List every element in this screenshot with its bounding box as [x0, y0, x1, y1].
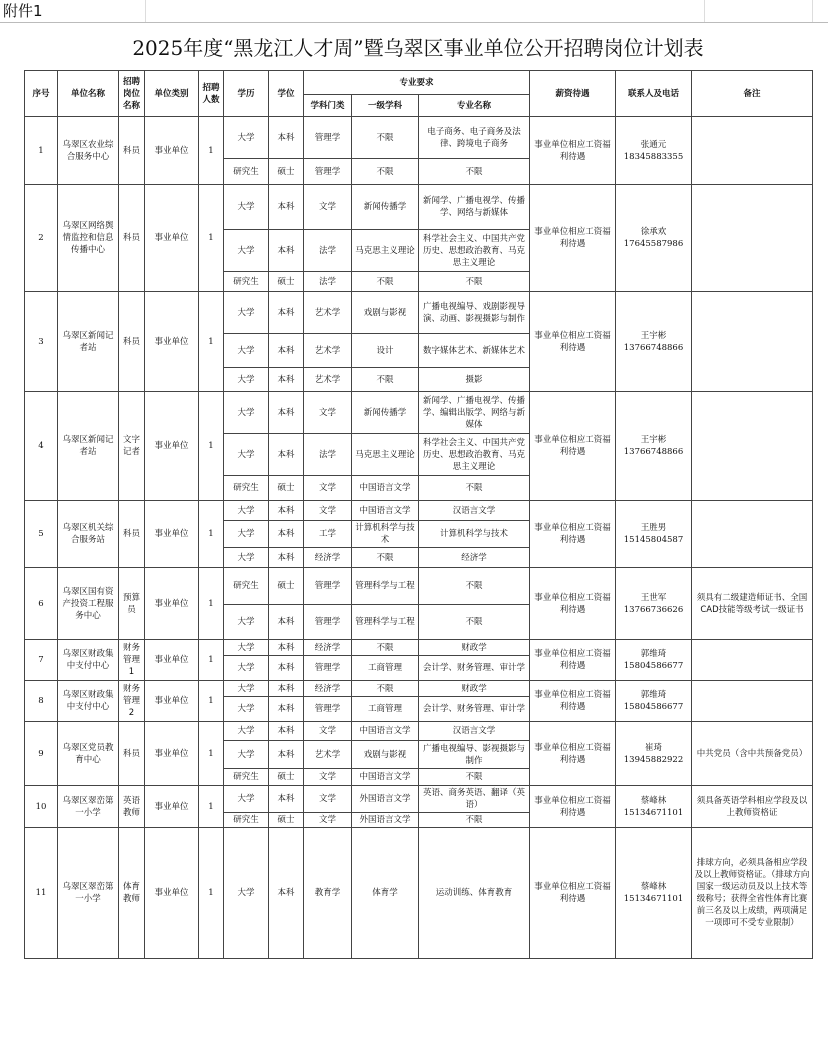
cell-salary: 事业单位相应工资福利待遇: [530, 292, 616, 392]
cell-major-name: 英语、商务英语、翻译（英语）: [419, 786, 530, 813]
cell-major-name: 运动训练、体育教育: [419, 828, 530, 959]
cell-major-name: 汉语言文学: [419, 722, 530, 741]
cell-degree: 本科: [269, 722, 304, 741]
cell-discipline: 管理学: [304, 159, 352, 185]
cell-unit: 乌翠区网络舆情监控和信息传播中心: [58, 185, 119, 292]
header-divider: [0, 22, 828, 23]
cell-education: 大学: [224, 292, 269, 334]
cell-degree: 本科: [269, 786, 304, 813]
cell-first-level: 不限: [352, 681, 419, 697]
cell-first-level: 计算机科学与技术: [352, 521, 419, 548]
col-discipline: 学科门类: [304, 95, 352, 117]
cell-first-level: 不限: [352, 272, 419, 292]
cell-education: 大学: [224, 230, 269, 272]
cell-remarks: 须具备英语学科相应学段及以上教师资格证: [692, 786, 813, 828]
cell-seq: 8: [25, 681, 58, 722]
cell-count: 1: [199, 568, 224, 640]
cell-education: 大学: [224, 501, 269, 521]
cell-discipline: 文学: [304, 185, 352, 230]
cell-degree: 本科: [269, 292, 304, 334]
cell-salary: 事业单位相应工资福利待遇: [530, 786, 616, 828]
cell-seq: 7: [25, 640, 58, 681]
cell-remarks: 须具有二级建造师证书、全国CAD技能等级考试一级证书: [692, 568, 813, 640]
contact-name: 崔琦: [645, 742, 663, 753]
cell-education: 大学: [224, 368, 269, 392]
cell-seq: 1: [25, 117, 58, 185]
cell-discipline: 艺术学: [304, 368, 352, 392]
cell-first-level: 不限: [352, 159, 419, 185]
cell-category: 事业单位: [145, 501, 199, 568]
cell-degree: 本科: [269, 640, 304, 656]
cell-discipline: 文学: [304, 722, 352, 741]
cell-major-name: 不限: [419, 476, 530, 501]
contact-phone: 15804586677: [623, 702, 684, 712]
table-row: [25, 681, 813, 697]
cell-discipline: 文学: [304, 501, 352, 521]
cell-discipline: 艺术学: [304, 741, 352, 769]
col-seq: 序号: [25, 71, 58, 117]
cell-discipline: 经济学: [304, 681, 352, 697]
cell-remarks: [692, 185, 813, 292]
col-degree: 学位: [269, 71, 304, 117]
cell-count: 1: [199, 117, 224, 185]
col-education: 学历: [224, 71, 269, 117]
cell-discipline: 经济学: [304, 640, 352, 656]
cell-post: 科员: [119, 722, 145, 786]
cell-first-level: 管理科学与工程: [352, 605, 419, 640]
cell-major-name: 电子商务、电子商务及法律、跨境电子商务: [419, 117, 530, 159]
cell-unit: 乌翠区新闻记者站: [58, 292, 119, 392]
cell-first-level: 中国语言文学: [352, 722, 419, 741]
cell-discipline: 管理学: [304, 605, 352, 640]
col-major-requirements: 专业要求: [304, 71, 530, 95]
cell-degree: 本科: [269, 681, 304, 697]
cell-major-name: 新闻学、广播电视学、传播学、网络与新媒体: [419, 185, 530, 230]
cell-first-level: 设计: [352, 334, 419, 368]
cell-contact: [616, 828, 692, 959]
cell-count: 1: [199, 828, 224, 959]
cell-seq: 9: [25, 722, 58, 786]
cell-post: 文字记者: [119, 392, 145, 501]
cell-major-name: 财政学: [419, 681, 530, 697]
table-row: [25, 292, 813, 334]
cell-category: 事业单位: [145, 722, 199, 786]
cell-major-name: 不限: [419, 769, 530, 786]
cell-degree: 本科: [269, 828, 304, 959]
cell-major-name: 不限: [419, 272, 530, 292]
cell-first-level: 戏剧与影视: [352, 741, 419, 769]
cell-education: 大学: [224, 434, 269, 476]
cell-education: 研究生: [224, 813, 269, 828]
cell-contact: [616, 722, 692, 786]
cell-degree: 硕士: [269, 272, 304, 292]
cell-count: 1: [199, 185, 224, 292]
contact-phone: 15804586677: [623, 661, 684, 671]
cell-count: 1: [199, 681, 224, 722]
cell-remarks: 中共党员（含中共预备党员）: [692, 722, 813, 786]
cell-unit: 乌翠区翠峦第一小学: [58, 828, 119, 959]
cell-major-name: 科学社会主义、中国共产党历史、思想政治教育、马克思主义理论: [419, 230, 530, 272]
cell-education: 大学: [224, 392, 269, 434]
cell-first-level: 中国语言文学: [352, 501, 419, 521]
cell-contact: [616, 568, 692, 640]
cell-education: 研究生: [224, 272, 269, 292]
cell-seq: 6: [25, 568, 58, 640]
cell-contact: [616, 117, 692, 185]
cell-degree: 硕士: [269, 476, 304, 501]
cell-count: 1: [199, 640, 224, 681]
table-row: [25, 786, 813, 813]
contact-phone: 15134671101: [623, 807, 684, 818]
cell-first-level: 不限: [352, 368, 419, 392]
cell-unit: 乌翠区农业综合服务中心: [58, 117, 119, 185]
cell-unit: 乌翠区财政集中支付中心: [58, 681, 119, 722]
cell-discipline: 管理学: [304, 656, 352, 681]
cell-contact: [616, 292, 692, 392]
contact-name: 张通元: [640, 139, 667, 150]
cell-discipline: 艺术学: [304, 334, 352, 368]
contact-phone: 17645587986: [623, 239, 684, 249]
cell-category: 事业单位: [145, 640, 199, 681]
cell-salary: 事业单位相应工资福利待遇: [530, 185, 616, 292]
col-salary: 薪资待遇: [530, 71, 616, 117]
cell-major-name: 广播电视编导、戏剧影视导演、动画、影视摄影与制作: [419, 292, 530, 334]
cell-first-level: 工商管理: [352, 697, 419, 722]
contact-name: 王宇彬: [640, 330, 667, 341]
cell-count: 1: [199, 722, 224, 786]
cell-post: 科员: [119, 292, 145, 392]
cell-unit: 乌翠区机关综合服务站: [58, 501, 119, 568]
cell-degree: 本科: [269, 501, 304, 521]
cell-remarks: [692, 640, 813, 681]
cell-post: 科员: [119, 501, 145, 568]
cell-discipline: 法学: [304, 230, 352, 272]
cell-seq: 3: [25, 292, 58, 392]
cell-degree: 本科: [269, 741, 304, 769]
cell-count: 1: [199, 392, 224, 501]
cell-degree: 本科: [269, 521, 304, 548]
cell-major-name: 计算机科学与技术: [419, 521, 530, 548]
cell-major-name: 财政学: [419, 640, 530, 656]
cell-education: 大学: [224, 786, 269, 813]
col-post: 招聘岗位名称: [119, 71, 145, 117]
cell-discipline: 文学: [304, 769, 352, 786]
cell-education: 大学: [224, 697, 269, 722]
cell-first-level: 外国语言文学: [352, 813, 419, 828]
cell-category: 事业单位: [145, 392, 199, 501]
cell-post: 预算员: [119, 568, 145, 640]
cell-degree: 本科: [269, 230, 304, 272]
contact-phone: 18345883355: [623, 151, 684, 162]
cell-discipline: 经济学: [304, 548, 352, 568]
cell-education: 大学: [224, 605, 269, 640]
cell-major-name: 科学社会主义、中国共产党历史、思想政治教育、马克思主义理论: [419, 434, 530, 476]
cell-degree: 本科: [269, 185, 304, 230]
cell-education: 大学: [224, 681, 269, 697]
table-row: [25, 501, 813, 521]
cell-degree: 硕士: [269, 568, 304, 605]
cell-first-level: 体育学: [352, 828, 419, 959]
cell-degree: 本科: [269, 334, 304, 368]
cell-major-name: 不限: [419, 159, 530, 185]
cell-first-level: 外国语言文学: [352, 786, 419, 813]
cell-remarks: [692, 681, 813, 722]
cell-major-name: 会计学、财务管理、审计学: [419, 656, 530, 681]
cell-salary: 事业单位相应工资福利待遇: [530, 117, 616, 185]
cell-education: 大学: [224, 828, 269, 959]
cell-salary: 事业单位相应工资福利待遇: [530, 681, 616, 722]
cell-seq: 5: [25, 501, 58, 568]
cell-contact: [616, 392, 692, 501]
cell-category: 事业单位: [145, 292, 199, 392]
cell-discipline: 文学: [304, 392, 352, 434]
grid-line: [704, 0, 705, 22]
cell-education: 大学: [224, 521, 269, 548]
cell-discipline: 文学: [304, 813, 352, 828]
table-body: [25, 117, 813, 959]
cell-education: 大学: [224, 117, 269, 159]
col-category: 单位类别: [145, 71, 199, 117]
cell-education: 大学: [224, 722, 269, 741]
contact-phone: 13766748866: [623, 342, 684, 353]
table-row: [25, 722, 813, 741]
table-header: [25, 71, 813, 117]
contact-phone: 13766748866: [623, 447, 684, 457]
cell-major-name: 会计学、财务管理、审计学: [419, 697, 530, 722]
cell-post: 体育教师: [119, 828, 145, 959]
cell-first-level: 不限: [352, 640, 419, 656]
cell-education: 研究生: [224, 159, 269, 185]
col-count: 招聘人数: [199, 71, 224, 117]
cell-major-name: 不限: [419, 605, 530, 640]
cell-post: 英语教师: [119, 786, 145, 828]
cell-category: 事业单位: [145, 185, 199, 292]
cell-major-name: 汉语言文学: [419, 501, 530, 521]
contact-name: 蔡峰林: [640, 882, 667, 892]
cell-category: 事业单位: [145, 828, 199, 959]
annex-label: 附件1: [3, 2, 43, 20]
table-row: [25, 117, 813, 159]
cell-first-level: 新闻传播学: [352, 392, 419, 434]
cell-count: 1: [199, 292, 224, 392]
cell-education: 研究生: [224, 476, 269, 501]
cell-discipline: 管理学: [304, 117, 352, 159]
cell-post: 财务管理2: [119, 681, 145, 722]
cell-count: 1: [199, 786, 224, 828]
contact-phone: 13945882922: [623, 754, 684, 765]
contact-phone: 15145804587: [623, 535, 684, 545]
cell-unit: 乌翠区国有资产投资工程服务中心: [58, 568, 119, 640]
cell-contact: [616, 185, 692, 292]
cell-salary: 事业单位相应工资福利待遇: [530, 392, 616, 501]
cell-first-level: 不限: [352, 548, 419, 568]
cell-degree: 硕士: [269, 813, 304, 828]
cell-first-level: 马克思主义理论: [352, 230, 419, 272]
cell-salary: 事业单位相应工资福利待遇: [530, 722, 616, 786]
cell-degree: 硕士: [269, 159, 304, 185]
cell-category: 事业单位: [145, 681, 199, 722]
cell-major-name: 数字媒体艺术、新媒体艺术: [419, 334, 530, 368]
cell-first-level: 中国语言文学: [352, 476, 419, 501]
cell-post: 科员: [119, 185, 145, 292]
col-unit: 单位名称: [58, 71, 119, 117]
page-title: 2025年度“黑龙江人才周”暨乌翠区事业单位公开招聘岗位计划表: [132, 36, 704, 60]
contact-name: 王宇彬: [640, 435, 667, 445]
cell-first-level: 工商管理: [352, 656, 419, 681]
table-row: [25, 828, 813, 959]
col-first-level: 一级学科: [352, 95, 419, 117]
cell-major-name: 不限: [419, 568, 530, 605]
cell-discipline: 管理学: [304, 697, 352, 722]
cell-discipline: 工学: [304, 521, 352, 548]
cell-discipline: 法学: [304, 434, 352, 476]
grid-line: [812, 0, 813, 22]
cell-contact: [616, 681, 692, 722]
cell-education: 大学: [224, 185, 269, 230]
cell-first-level: 不限: [352, 117, 419, 159]
cell-remarks: [692, 392, 813, 501]
cell-major-name: 不限: [419, 813, 530, 828]
cell-salary: 事业单位相应工资福利待遇: [530, 568, 616, 640]
cell-unit: 乌翠区党员教育中心: [58, 722, 119, 786]
cell-major-name: 经济学: [419, 548, 530, 568]
cell-salary: 事业单位相应工资福利待遇: [530, 501, 616, 568]
cell-degree: 本科: [269, 656, 304, 681]
cell-major-name: 摄影: [419, 368, 530, 392]
cell-degree: 硕士: [269, 769, 304, 786]
cell-remarks: 排球方向，必须具备相应学段及以上教师资格证。（排球方向国家一级运动员及以上技术等级称号；获得全省性体育比赛前三名及以上成绩，两项满足一项即可不受专业限制）: [692, 828, 813, 959]
cell-seq: 2: [25, 185, 58, 292]
cell-major-name: 广播电视编导、影视摄影与制作: [419, 741, 530, 769]
col-contact: 联系人及电话: [616, 71, 692, 117]
cell-degree: 本科: [269, 368, 304, 392]
table-row: [25, 640, 813, 656]
contact-name: 王胜男: [640, 523, 667, 533]
cell-remarks: [692, 501, 813, 568]
cell-discipline: 管理学: [304, 568, 352, 605]
cell-discipline: 文学: [304, 476, 352, 501]
table-row: [25, 392, 813, 434]
contact-name: 郭维琦: [640, 649, 667, 659]
cell-seq: 11: [25, 828, 58, 959]
contact-phone: 13766736626: [623, 604, 684, 615]
cell-first-level: 马克思主义理论: [352, 434, 419, 476]
cell-degree: 本科: [269, 548, 304, 568]
cell-seq: 4: [25, 392, 58, 501]
grid-line: [145, 0, 146, 22]
contact-name: 徐承欢: [640, 227, 667, 237]
cell-education: 研究生: [224, 769, 269, 786]
cell-degree: 本科: [269, 605, 304, 640]
cell-discipline: 法学: [304, 272, 352, 292]
cell-education: 研究生: [224, 568, 269, 605]
cell-unit: 乌翠区新闻记者站: [58, 392, 119, 501]
cell-education: 大学: [224, 548, 269, 568]
cell-education: 大学: [224, 640, 269, 656]
cell-unit: 乌翠区财政集中支付中心: [58, 640, 119, 681]
cell-education: 大学: [224, 741, 269, 769]
cell-discipline: 文学: [304, 786, 352, 813]
cell-discipline: 艺术学: [304, 292, 352, 334]
table-row: [25, 185, 813, 230]
cell-first-level: 管理科学与工程: [352, 568, 419, 605]
cell-degree: 本科: [269, 117, 304, 159]
col-major-name: 专业名称: [419, 95, 530, 117]
col-remarks: 备注: [692, 71, 813, 117]
cell-contact: [616, 786, 692, 828]
cell-first-level: 中国语言文学: [352, 769, 419, 786]
cell-major-name: 新闻学、广播电视学、传播学、编辑出版学、网络与新媒体: [419, 392, 530, 434]
cell-education: 大学: [224, 334, 269, 368]
recruitment-plan-table: [24, 70, 813, 959]
cell-salary: 事业单位相应工资福利待遇: [530, 640, 616, 681]
cell-post: 科员: [119, 117, 145, 185]
cell-category: 事业单位: [145, 117, 199, 185]
cell-contact: [616, 640, 692, 681]
cell-unit: 乌翠区翠峦第一小学: [58, 786, 119, 828]
cell-first-level: 戏剧与影视: [352, 292, 419, 334]
cell-remarks: [692, 117, 813, 185]
cell-remarks: [692, 292, 813, 392]
cell-count: 1: [199, 501, 224, 568]
cell-post: 财务管理1: [119, 640, 145, 681]
contact-name: 郭维琦: [640, 690, 667, 700]
contact-name: 蔡峰林: [640, 795, 667, 806]
contact-name: 王世军: [640, 592, 667, 603]
cell-category: 事业单位: [145, 786, 199, 828]
cell-education: 大学: [224, 656, 269, 681]
contact-phone: 15134671101: [623, 894, 684, 904]
cell-salary: 事业单位相应工资福利待遇: [530, 828, 616, 959]
cell-category: 事业单位: [145, 568, 199, 640]
cell-discipline: 教育学: [304, 828, 352, 959]
cell-degree: 本科: [269, 434, 304, 476]
cell-first-level: 新闻传播学: [352, 185, 419, 230]
cell-contact: [616, 501, 692, 568]
cell-seq: 10: [25, 786, 58, 828]
table-row: [25, 568, 813, 605]
cell-degree: 本科: [269, 392, 304, 434]
cell-degree: 本科: [269, 697, 304, 722]
